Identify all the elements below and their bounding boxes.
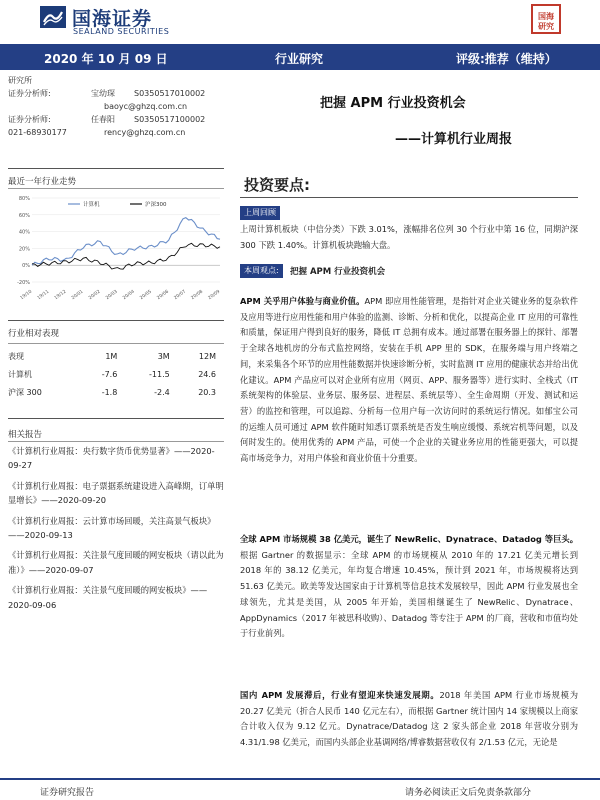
x-tick-label: 20/07 <box>173 289 187 302</box>
report-date: 2020 年 10 月 09 日 <box>44 52 168 66</box>
x-tick-label: 20/09 <box>207 289 222 302</box>
analyst-role: 证券分析师: <box>8 89 51 98</box>
section-tag: 上周回顾 <box>240 206 280 220</box>
x-tick-label: 20/04 <box>122 289 136 302</box>
legend-label: 沪深300 <box>145 202 167 208</box>
industry-trend-chart <box>8 192 224 304</box>
report-rating: 评级:推荐（维持） <box>456 52 557 66</box>
y-tick-label: 40% <box>18 229 30 236</box>
paragraph-body: APM 即应用性能管理，是指针对企业关键业务的复杂软件及应用等进行应用性能和用户体验的监测、诊断、分析和优化，以提高企业 IT 应用的可靠性和质量，保证用户得到良好的服务，降低 IT 总拥有成本。通过部署在服务器上的探针、部署于全球各地机房的分布式监控网络，安装在手机 APP 里的 SDK，在服务端与用户终端之间，来采集各个环节的应用性能数据并快速诊断分析，实时监测 IT 应用的健康状态并给出优化建议。APM 产品应可以对企业所有应用（网页、APP、服务器等）进行实时、全栈式（IT 系统架构的体验层、业务层、服务层、进程层、系统层等）、全生命周期（开发、测试和运营）的监控和管理，可以追踪、分析每一位用户每一次访问时的系统运行情况。如郁宝公司的运维人员可通过 APM 软件随时知悉订票系统是否发生响应缓慢、系统宕机等问题，以及何时发生的。使用优秀的 APM 产品，可使一个企业的关键业务应用的性能更强大，可以提高市场竞争力，对用户体验和商业价值十分重要。 <box>240 296 578 464</box>
related-report-link[interactable]: 《计算机行业周报：关注景气度回暖的网安板块（请以此为准）》——2020-09-07 <box>8 550 224 575</box>
table-cell: 沪深 300 <box>8 387 42 397</box>
section-tag: 本周观点: <box>240 264 283 278</box>
x-tick-label: 20/02 <box>88 289 102 302</box>
trend-label: 最近一年行业走势 <box>8 177 77 187</box>
paragraph-lead: 国内 APM 发展滞后，行业有望迎来快速发展期。 <box>240 690 440 700</box>
table-cell: 计算机 <box>8 369 32 379</box>
analyst-name: 宝幼琛 <box>91 89 115 98</box>
company-name: 国海证券 <box>72 8 153 30</box>
table-cell: -1.8 <box>101 387 118 397</box>
x-tick-label: 20/03 <box>105 289 119 302</box>
footer-left: 证券研究报告 <box>40 788 95 798</box>
related-report-list <box>8 444 226 612</box>
analyst-name: 任春阳 <box>91 115 115 124</box>
related-report-link[interactable]: 《计算机行业周报：云计算市场回暖，关注高景气板块》——2020-09-13 <box>8 515 216 541</box>
divider <box>8 168 224 169</box>
related-report-link[interactable]: 《计算机行业周报：央行数字货币优势显著》——2020-09-27 <box>8 446 215 471</box>
analyst-phone: 021-68930177 <box>8 128 67 137</box>
table-cell: -2.4 <box>154 387 170 397</box>
analyst-email[interactable]: rency@ghzq.com.cn <box>104 128 186 137</box>
x-tick-label: 20/06 <box>156 289 170 302</box>
company-name-en: SEALAND SECURITIES <box>73 27 170 36</box>
paragraph <box>240 688 578 751</box>
x-tick-label: 20/01 <box>70 289 85 302</box>
table-header: 3M <box>157 351 170 361</box>
paragraph <box>240 294 578 467</box>
divider <box>8 320 224 321</box>
x-tick-label: 19/12 <box>53 289 68 302</box>
table-header-row <box>8 347 220 365</box>
x-tick-label: 19/11 <box>36 289 51 302</box>
y-tick-label: 80% <box>18 196 30 202</box>
paragraph-lead: 全球 APM 市场规模 38 亿美元，诞生了 NewRelic、Dynatrace、Datadog 等巨头。 <box>240 534 578 544</box>
table-header: 12M <box>198 351 216 361</box>
footer-rule <box>0 778 600 780</box>
company-logo-icon <box>40 6 66 28</box>
performance-label: 行业相对表现 <box>8 329 60 339</box>
section-tag-title: 把握 APM 行业投资机会 <box>290 267 386 277</box>
institute-label: 研究所 <box>8 76 32 85</box>
divider <box>8 441 224 442</box>
x-tick-label: 20/08 <box>190 289 205 302</box>
key-points-heading: 投资要点: <box>244 176 310 194</box>
y-tick-label: 0% <box>22 263 30 270</box>
report-title: 把握 APM 行业投资机会 <box>320 96 466 111</box>
table-header: 表现 <box>8 351 24 361</box>
divider <box>240 197 578 198</box>
analyst-cert: S0350517010002 <box>134 89 206 98</box>
related-label: 相关报告 <box>8 430 43 440</box>
divider <box>8 418 224 419</box>
series-line-computer <box>32 218 220 266</box>
y-tick-label: 60% <box>18 212 30 219</box>
y-tick-label: -20% <box>17 280 30 286</box>
svg-text:国海: 国海 <box>538 12 554 21</box>
table-cell: 24.6 <box>198 369 216 379</box>
x-tick-label: 20/05 <box>139 289 153 302</box>
paragraph-body: 根据 Gartner 的数据显示：全球 APM 的市场规模从 2010 年的 17.21 亿美元增长到 2018 年的 38.12 亿美元，年均复合增速 10.45%，预计到 2021 年，市场规模将达到 51.63 亿美元。欧美等发达国家由于计算机等信息技术发展较早，因此 APM 行业发展也全球领先，尤其是美国，从 2005 年开始，美国相继诞生了 NewRelic、Dynatrace、AppDynamics（2017 年被思科收购）、Datadog 等专注于 APM 的厂商，营收和市值均处于行业前列。 <box>240 549 578 639</box>
svg-text:研究: 研究 <box>538 22 554 31</box>
footer-disclaimer: 请务必阅读正文后免责条款部分 <box>405 788 532 798</box>
x-tick-label: 19/10 <box>19 289 34 302</box>
report-banner <box>0 44 600 70</box>
table-cell: -7.6 <box>101 369 118 379</box>
table-row <box>8 365 220 383</box>
analyst-cert: S0350517100002 <box>134 115 206 124</box>
performance-table <box>8 347 220 401</box>
related-report-link[interactable]: 《计算机行业周报：电子票据系统建设进入高峰期，订单明显增长》——2020-09-20 <box>8 480 224 506</box>
divider <box>8 188 224 189</box>
legend-label: 计算机 <box>83 202 100 208</box>
paragraph-body: 2018 年美国 APM 行业市场规模为 20.27 亿美元（折合人民币 140 亿元左右），而根据 Gartner 统计国内 14 家规模以上商家合计收入仅为 9.12 亿元。Dynatrace/Datadog 这 2 家头部企业 2018 年营收分别为 4.31/1.98 亿美元，而国内头部企业基调网络/博睿数据营收仅有 2/1.53 亿元，无论是 <box>240 690 578 748</box>
related-report-link[interactable]: 《计算机行业周报：关注景气度回暖的网安板块》——2020-09-06 <box>8 585 208 610</box>
analyst-email[interactable]: baoyc@ghzq.com.cn <box>104 102 188 111</box>
table-row <box>8 383 220 401</box>
divider <box>8 343 224 344</box>
research-seal-stamp <box>531 4 561 34</box>
table-cell: -11.5 <box>149 369 170 379</box>
paragraph <box>240 532 578 642</box>
report-category: 行业研究 <box>275 52 324 66</box>
table-header: 1M <box>105 351 118 361</box>
table-cell: 20.3 <box>198 387 216 397</box>
paragraph-lead: APM 关乎用户体验与商业价值。 <box>240 296 365 306</box>
analyst-role: 证券分析师: <box>8 115 51 124</box>
y-tick-label: 20% <box>18 246 30 253</box>
report-subtitle: ——计算机行业周报 <box>395 132 513 147</box>
paragraph: 上周计算机板块（中信分类）下跌 3.01%，涨幅排名位列 30 个行业中第 16 位，同期沪深 300 下跌 1.40%。计算机板块跑输大盘。 <box>240 224 578 250</box>
